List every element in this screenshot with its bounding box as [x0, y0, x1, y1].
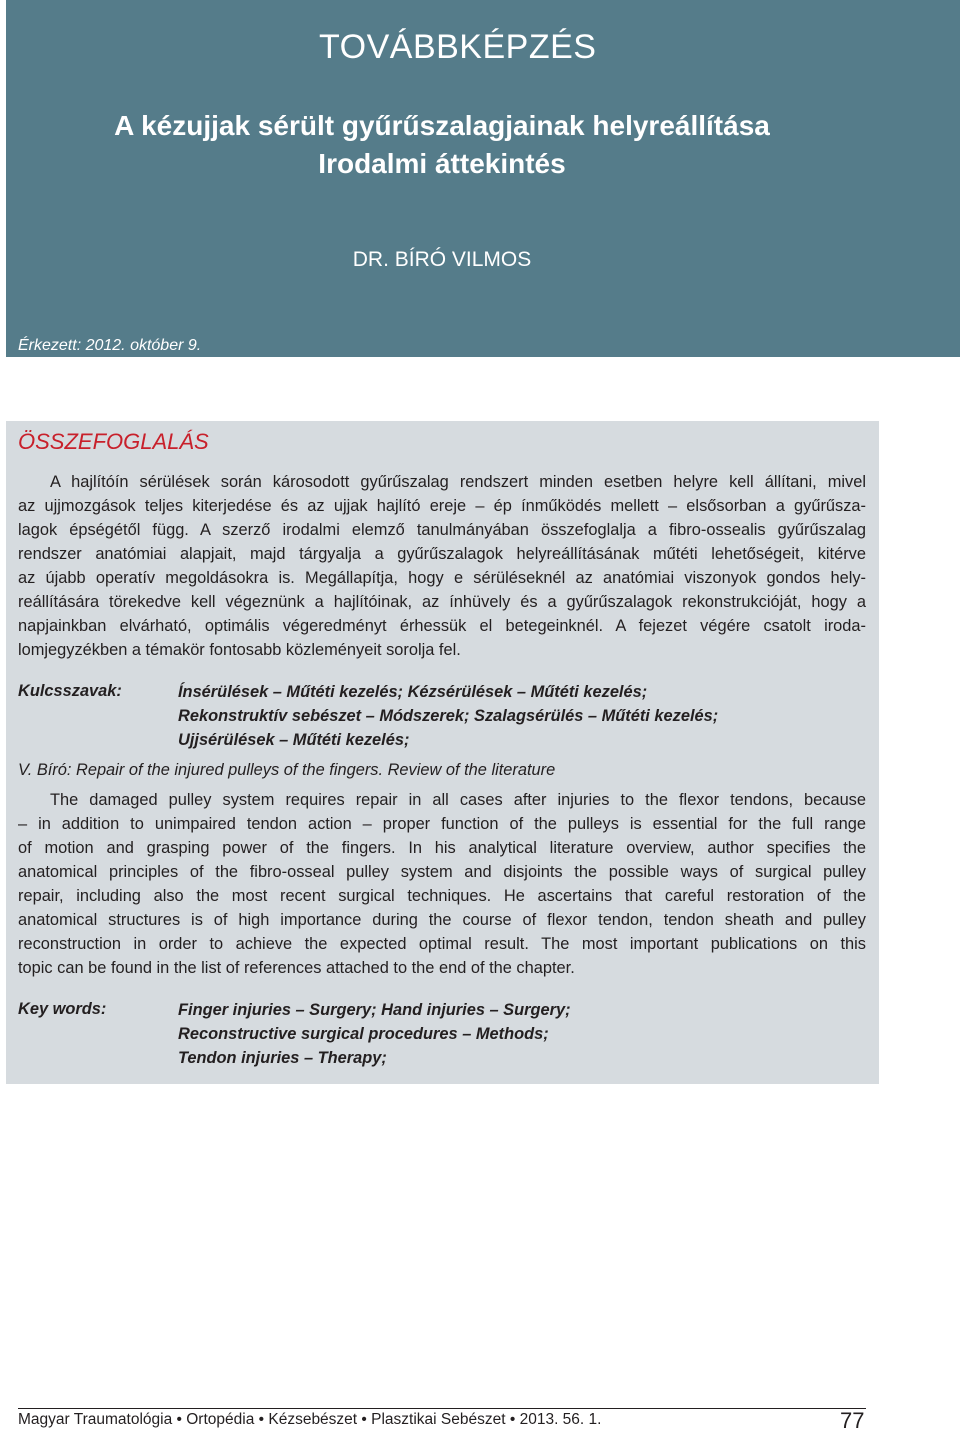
- abstract-en-line: – in addition to unimpaired tendon action – proper function of the pulleys is essential for the full range: [18, 815, 866, 833]
- abstract-en-line: anatomical structures is of high importance during the course of flexor tendon, tendon sheath and pulley: [18, 911, 866, 929]
- page-number: 77: [840, 1408, 865, 1433]
- abstract-hu-line: reállítására törekedve kell végeznünk a hajlítóinak, az ínhüvely és a gyűrűszalagok rekonstrukcióját, hogy a: [18, 593, 866, 611]
- journal-footer: Magyar Traumatológia • Ortopédia • Kézsebészet • Plasztikai Sebészet • 2013. 56. 1.: [18, 1411, 602, 1428]
- abstract-hu-line: rendszer anatómiai alapjait, majd tárgyalja a gyűrűszalagok helyreállításának műtéti lehetőségeit, kitérve: [18, 545, 866, 563]
- abstract-hu-line: napjainkban elvárható, optimális végeredményt érhessük el betegeinknél. A fejezet végére csatolt iroda-: [18, 617, 866, 635]
- abstract-heading: ÖSSZEFOGLALÁS: [18, 429, 209, 454]
- keywords-label-hu: Kulcsszavak:: [18, 682, 122, 700]
- abstract-hu-line: az újabb operatív megoldásokra is. Megállapítja, hogy e sérüléseknél az anatómiai viszonyok gondos hely-: [18, 569, 866, 587]
- section-label: TOVÁBBKÉPZÉS: [319, 28, 597, 66]
- keyword-line-en: Reconstructive surgical procedures – Methods;: [178, 1025, 549, 1043]
- article-title: A kézujjak sérült gyűrűszalagjainak helyreállítása: [114, 110, 770, 141]
- keyword-line-en: Tendon injuries – Therapy;: [178, 1049, 387, 1067]
- english-reference: V. Bíró: Repair of the injured pulleys of the fingers. Review of the literature: [18, 761, 556, 779]
- abstract-en-line: reconstruction in order to achieve the expected optimal result. The most important publications on this: [18, 935, 866, 953]
- article-subtitle: Irodalmi áttekintés: [318, 148, 566, 179]
- abstract-hu-line: lomjegyzékben a témakör fontosabb közleményeit sorolja fel.: [18, 641, 461, 659]
- keyword-line-hu: Ínsérülések – Műtéti kezelés; Kézsérülések – Műtéti kezelés;: [178, 683, 648, 701]
- abstract-en-line: repair, including also the most recent surgical techniques. He ascertains that careful restoration of the: [18, 887, 866, 905]
- abstract-hu-line: lagok épségétől függ. A szerző irodalmi elemző tanulmányában összefoglalja a fibro-ossealis gyűrűszalag: [18, 521, 866, 539]
- abstract-en-line: topic can be found in the list of references attached to the end of the chapter.: [18, 959, 575, 977]
- keyword-line-en: Finger injuries – Surgery; Hand injuries – Surgery;: [178, 1001, 571, 1019]
- abstract-en-line: of motion and grasping power of the fingers. In his analytical literature overview, author specifies the: [18, 839, 866, 857]
- keyword-line-hu: Rekonstruktív sebészet – Módszerek; Szalagsérülés – Műtéti kezelés;: [178, 707, 719, 725]
- abstract-hu-line: az ujjmozgások teljes kiterjedése és az ujjak hajlító ereje – ép ínműködés mellett – elsősorban a gyűrűsza-: [18, 497, 866, 515]
- footer-rule: [18, 1408, 866, 1409]
- keywords-label-en: Key words:: [18, 1000, 107, 1018]
- keyword-line-hu: Ujjsérülések – Műtéti kezelés;: [178, 731, 410, 749]
- author: DR. BÍRÓ VILMOS: [352, 248, 532, 271]
- abstract-en-line: The damaged pulley system requires repair in all cases after injuries to the flexor tendons, because: [50, 791, 866, 809]
- abstract-hu-line: A hajlítóín sérülések során károsodott gyűrűszalag rendszert minden esetben helyre kell állítani, mivel: [50, 473, 866, 491]
- received-date: Érkezett: 2012. október 9.: [18, 337, 202, 354]
- abstract-en-line: anatomical principles of the fibro-osseal pulley system and disjoints the possible ways of surgical pulley: [18, 863, 866, 881]
